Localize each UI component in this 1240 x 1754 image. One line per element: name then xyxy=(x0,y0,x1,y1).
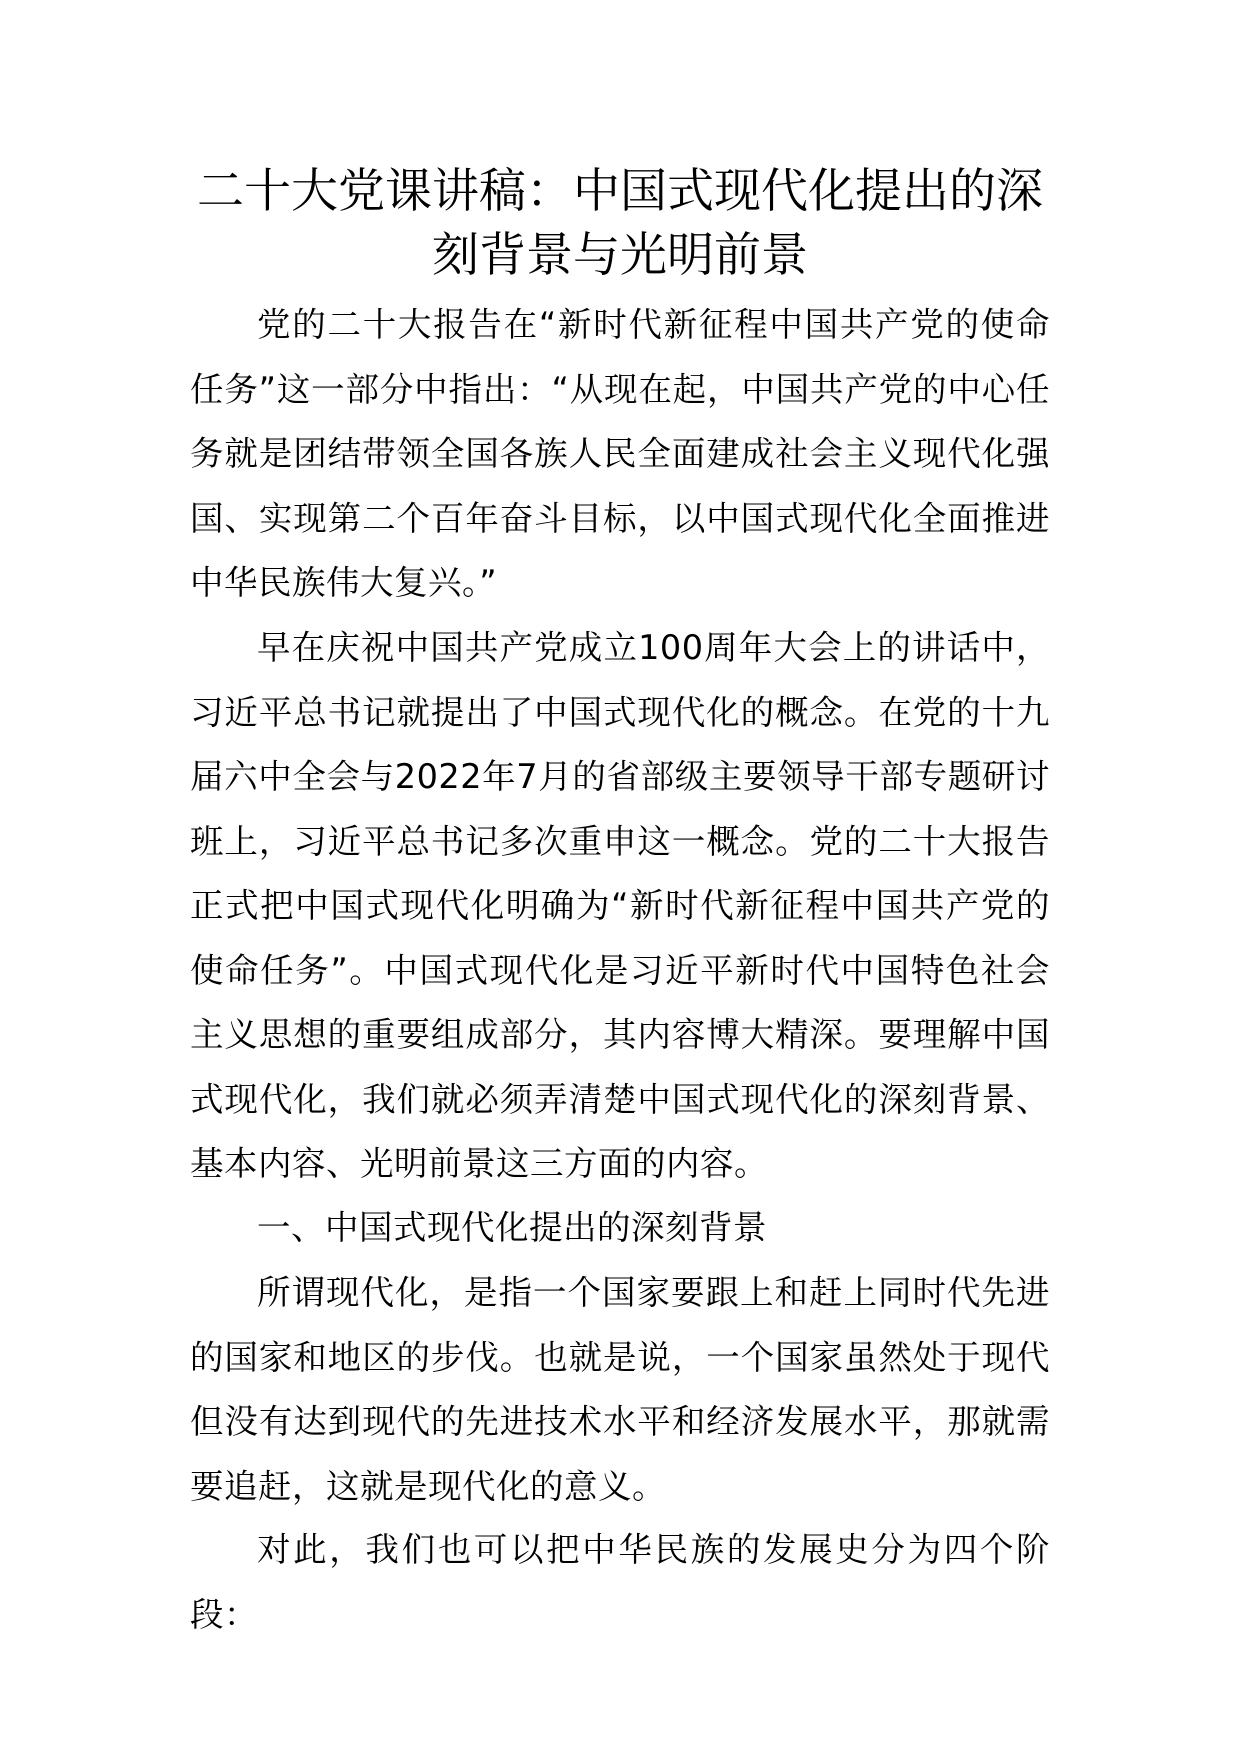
document-title: 二十大党课讲稿：中国式现代化提出的深 刻背景与光明前景 xyxy=(197,164,1043,283)
paragraph-four-stages: 对此，我们也可以把中华民族的发展史分为四个阶段： xyxy=(190,1530,1050,1634)
paragraph-intro: 党的二十大报告在“新时代新征程中国共产党的使命任务”这一部分中指出：“从现在起，中国共产党的中心任务就是团结带领全国各族人民全面建成社会主义现代化强国、实现第二个百年奋斗目标，以中国式现代化全面推进中华民族伟大复兴。” xyxy=(190,305,1050,602)
section-heading-1: 一、中国式现代化提出的深刻背景 xyxy=(257,1208,767,1247)
paragraph-background: 早在庆祝中国共产党成立100周年大会上的讲话中，习近平总书记就提出了中国式现代化的概念。在党的十九届六中全会与2022年7月的省部级主要领导干部专题研讨班上，习近平总书记多次重申这一概念。党的二十大报告正式把中国式现代化明确为“新时代新征程中国共产党的使命任务”。中国式现代化是习近平新时代中国特色社会主义思想的重要组成部分，其内容博大精深。要理解中国式现代化，我们就必须弄清楚中国式现代化的深刻背景、基本内容、光明前景这三方面的内容。 xyxy=(190,628,1050,1183)
paragraph-modernization-definition: 所谓现代化，是指一个国家要跟上和赶上同时代先进的国家和地区的步伐。也就是说，一个国家虽然处于现代但没有达到现代的先进技术水平和经济发展水平，那就需要追赶，这就是现代化的意义。 xyxy=(190,1273,1050,1506)
